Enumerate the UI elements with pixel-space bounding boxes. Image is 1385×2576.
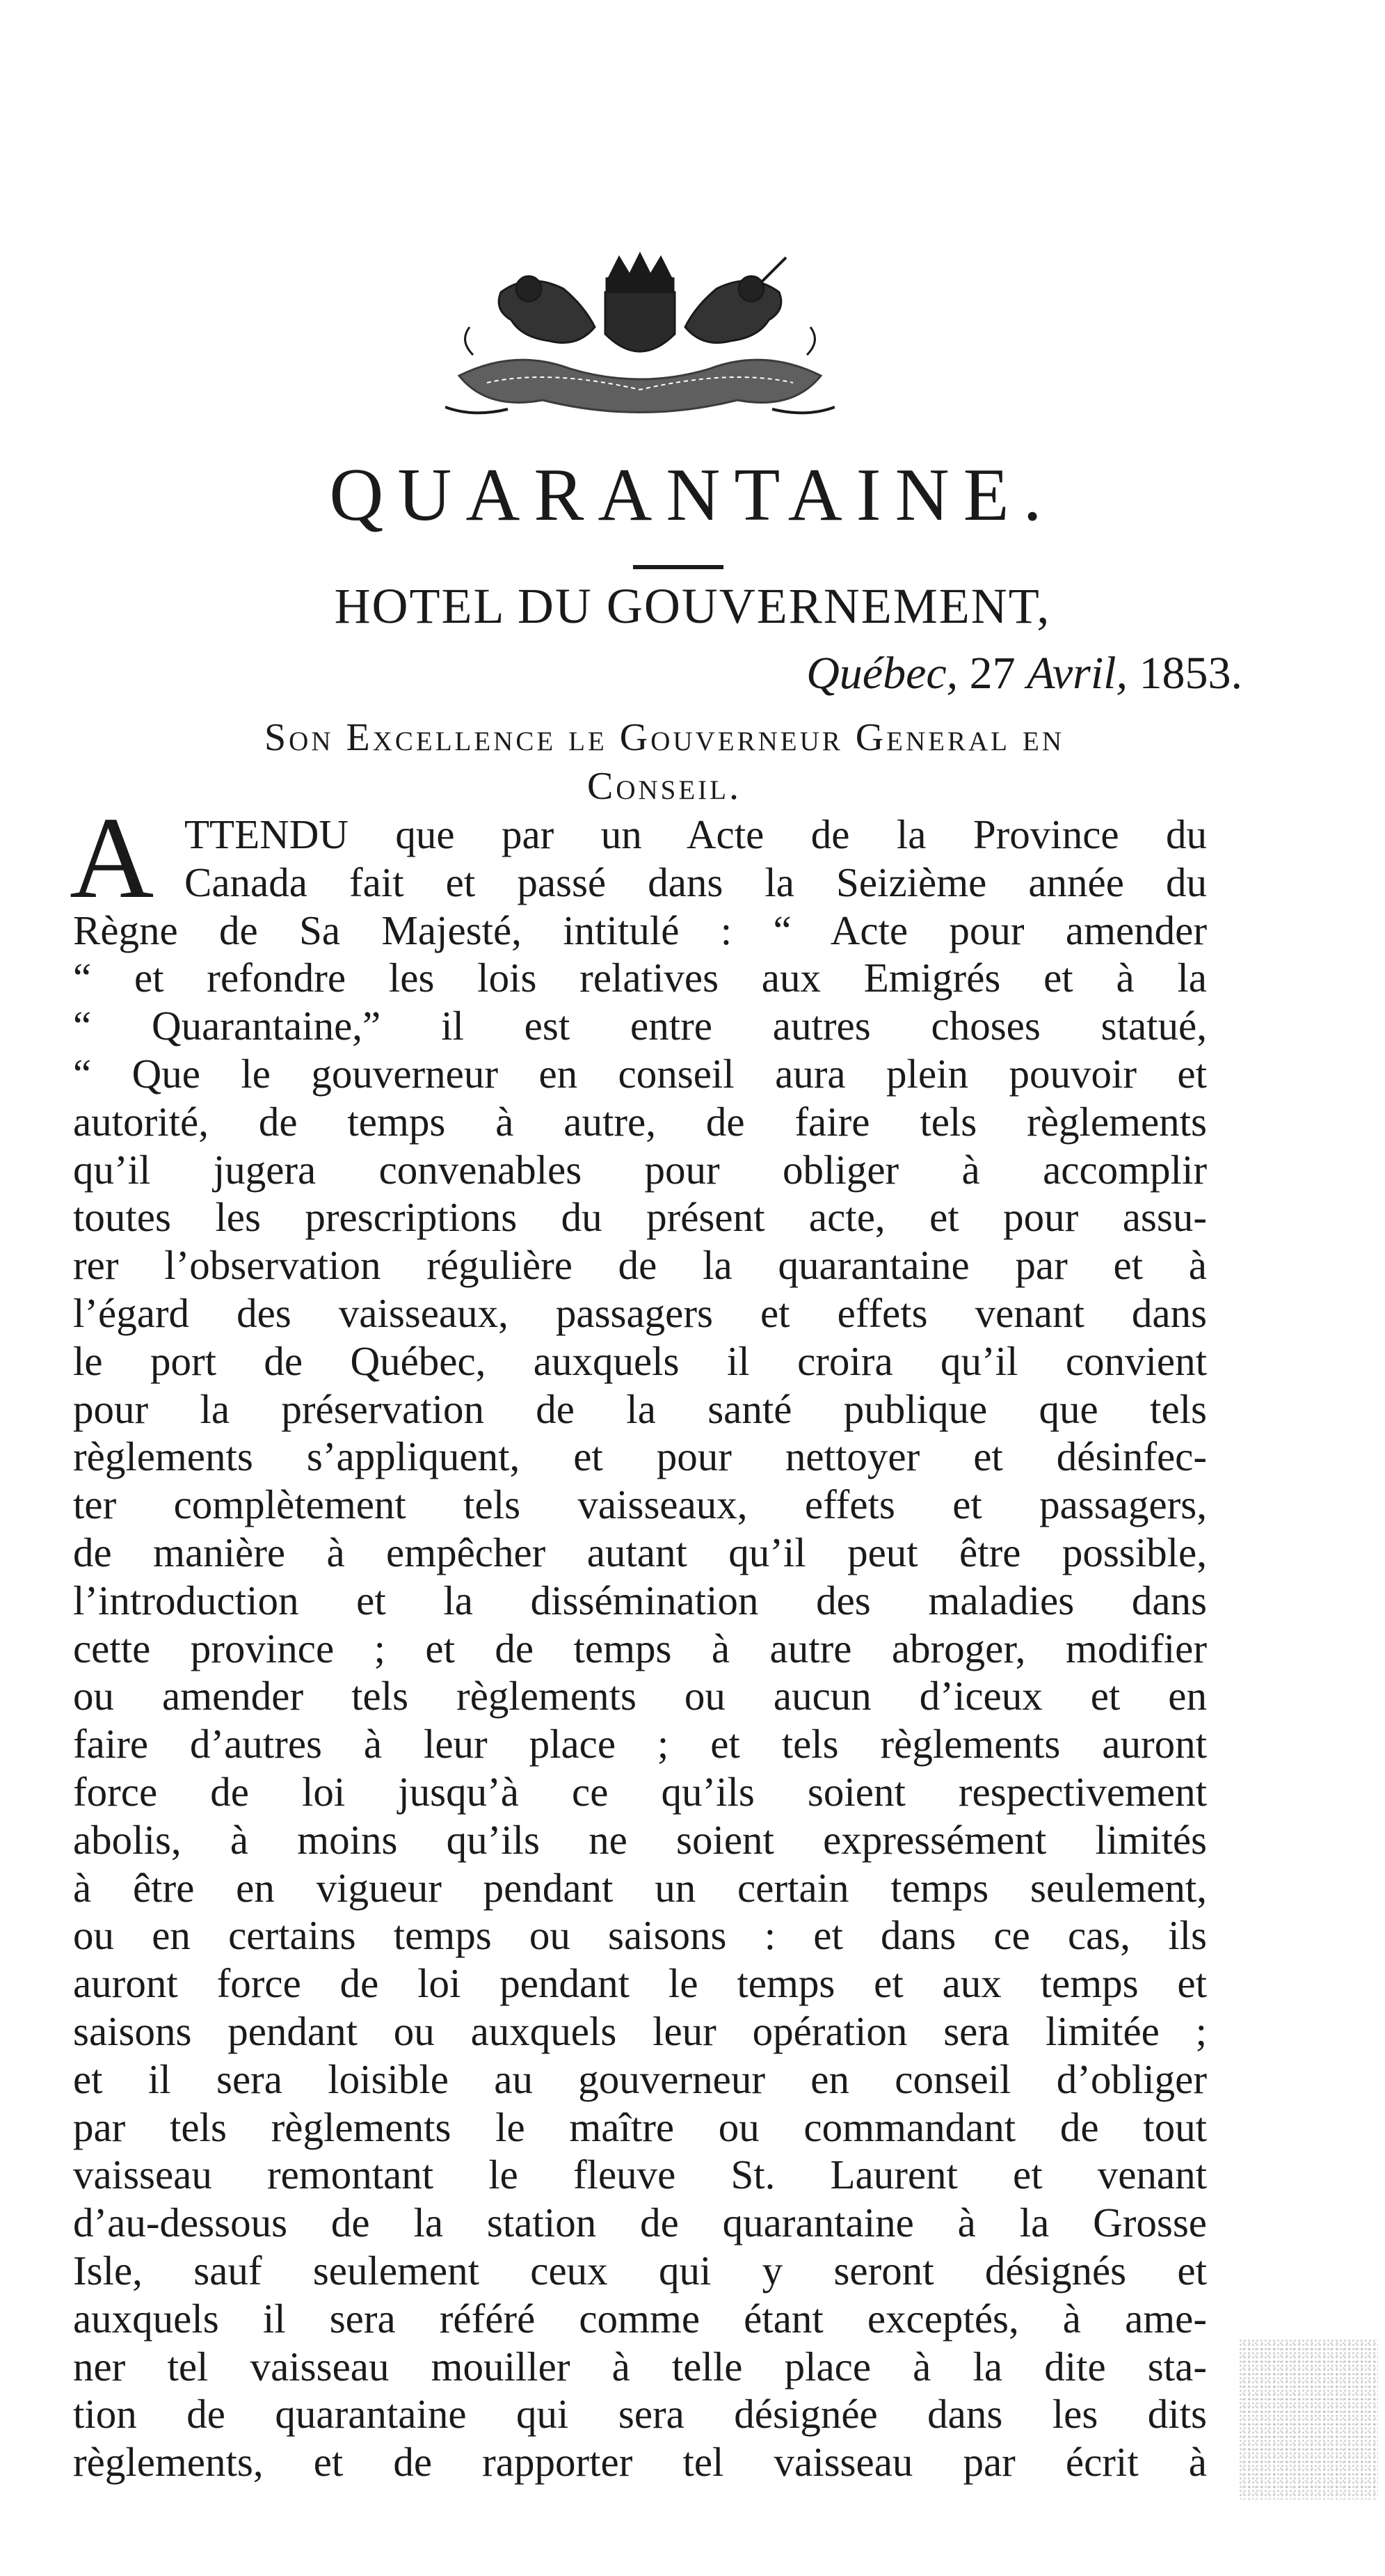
body-line: le port de Québec, auxquels il croira qu’il convient — [73, 1337, 1207, 1384]
body-line: qu’il jugera convenables pour obliger à accomplir — [73, 1146, 1207, 1193]
office-heading: HOTEL DU GOUVERNEMENT, — [334, 578, 1051, 634]
body-line: l’égard des vaisseaux, passagers et effets venant dans — [73, 1289, 1207, 1336]
royal-coat-of-arms-icon — [445, 251, 835, 424]
body-line: “ et refondre les lois relatives aux Emigrés et à la — [73, 955, 1207, 1001]
body-line: toutes les prescriptions du présent acte, et pour assu- — [73, 1194, 1207, 1241]
body-line: Canada fait et passé dans la Seizième année du — [184, 859, 1207, 905]
body-line: TTENDU que par un Acte de la Province du — [184, 811, 1207, 857]
body-line: tion de quarantaine qui sera désignée dans les dits — [73, 2391, 1207, 2438]
print-speckle — [1239, 2339, 1378, 2499]
body-line: ter complètement tels vaisseaux, effets et passagers, — [73, 1481, 1207, 1528]
body-line: règlements s’appliquent, et pour nettoyer et désinfec- — [73, 1433, 1207, 1480]
body-line: “ Quarantaine,” il est entre autres choses statué, — [73, 1003, 1207, 1049]
body-line: autorité, de temps à autre, de faire tels règlements — [73, 1098, 1207, 1145]
body-line: d’au-dessous de la station de quarantaine à la Grosse — [73, 2200, 1207, 2246]
body-line: de manière à empêcher autant qu’il peut être possible, — [73, 1529, 1207, 1575]
body-line: auront force de loi pendant le temps et aux temps et — [73, 1960, 1207, 2007]
dateline-day: 27 — [969, 648, 1016, 699]
body-line: et il sera loisible au gouverneur en conseil d’obliger — [73, 2056, 1207, 2102]
body-line: rer l’observation régulière de la quarantaine par et à — [73, 1242, 1207, 1289]
body-line: règlements, et de rapporter tel vaisseau par écrit à — [73, 2439, 1207, 2486]
title-divider — [633, 565, 723, 569]
council-heading — [118, 713, 1210, 811]
dateline — [806, 647, 1242, 700]
council-line-1: Son Excellence le Gouverneur General en — [264, 716, 1064, 759]
body-line: ou amender tels règlements ou aucun d’iceux et en — [73, 1673, 1207, 1719]
body-line: vaisseau remontant le fleuve St. Laurent et venant — [73, 2152, 1207, 2198]
body-line: “ Que le gouverneur en conseil aura plein pouvoir et — [73, 1050, 1207, 1097]
body-line: force de loi jusqu’à ce qu’ils soient respectivement — [73, 1768, 1207, 1815]
body-line: pour la préservation de la santé publique que tels — [73, 1385, 1207, 1432]
dateline-month: Avril, — [1027, 648, 1128, 699]
body-line: cette province ; et de temps à autre abroger, modifier — [73, 1625, 1207, 1671]
body-line: ou en certains temps ou saisons : et dans ce cas, ils — [73, 1912, 1207, 1959]
body-line: faire d’autres à leur place ; et tels règlements auront — [73, 1721, 1207, 1767]
body-line: saisons pendant ou auxquels leur opération sera limitée ; — [73, 2007, 1207, 2054]
council-line-2: Conseil. — [586, 765, 742, 808]
dateline-place: Québec, — [806, 648, 959, 699]
body-line: abolis, à moins qu’ils ne soient expressément limités — [73, 1816, 1207, 1863]
body-line: à être en vigueur pendant un certain temps seulement, — [73, 1864, 1207, 1911]
body-line: l’introduction et la dissémination des maladies dans — [73, 1577, 1207, 1623]
page-title: QUARANTAINE. — [329, 454, 1056, 536]
body-line: ner tel vaisseau mouiller à telle place à la dite sta- — [73, 2343, 1207, 2390]
body-line: Règne de Sa Majesté, intitulé : “ Acte pour amender — [73, 907, 1207, 953]
body-line: Isle, sauf seulement ceux qui y seront désignés et — [73, 2247, 1207, 2293]
dateline-year: 1853. — [1139, 648, 1242, 699]
body-line: auxquels il sera référé comme étant exceptés, à ame- — [73, 2295, 1207, 2342]
body-line: par tels règlements le maître ou commandant de tout — [73, 2104, 1207, 2150]
body-text — [73, 811, 1207, 2486]
drop-cap: A — [70, 793, 154, 923]
